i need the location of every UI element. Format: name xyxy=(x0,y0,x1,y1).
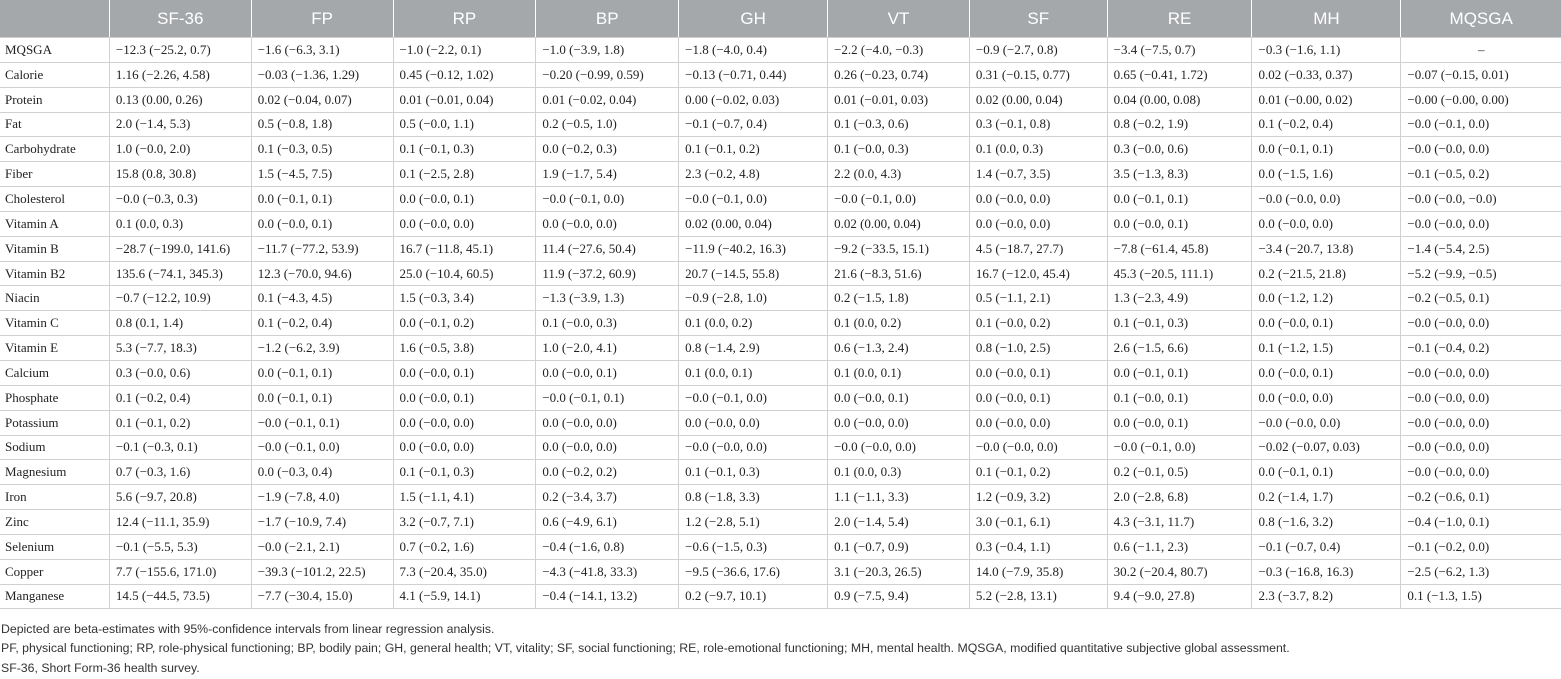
value-cell: 15.8 (0.8, 30.8) xyxy=(109,162,251,187)
row-label-cell: Vitamin C xyxy=(0,311,109,336)
row-label-cell: Cholesterol xyxy=(0,187,109,212)
table-row xyxy=(0,336,1561,361)
value-cell: −0.0 (−0.0, 0.0) xyxy=(1401,311,1561,336)
value-cell: 2.2 (0.0, 4.3) xyxy=(828,162,970,187)
table-row xyxy=(0,112,1561,137)
value-cell: 0.8 (−0.2, 1.9) xyxy=(1107,112,1252,137)
value-cell: 1.0 (−2.0, 4.1) xyxy=(536,336,679,361)
value-cell: 0.01 (−0.00, 0.02) xyxy=(1252,87,1401,112)
value-cell: 4.5 (−18.7, 27.7) xyxy=(969,236,1107,261)
value-cell: −0.0 (−0.0, 0.0) xyxy=(1401,211,1561,236)
row-label-cell: Vitamin B2 xyxy=(0,261,109,286)
value-cell: −0.0 (−0.0, 0.0) xyxy=(1401,460,1561,485)
value-cell: −0.0 (−0.1, 0.0) xyxy=(251,435,393,460)
header-cell: MH xyxy=(1252,0,1401,38)
header-cell xyxy=(0,0,109,38)
value-cell: 0.3 (−0.1, 0.8) xyxy=(969,112,1107,137)
value-cell: −0.0 (−0.0, 0.0) xyxy=(1401,360,1561,385)
value-cell: 0.0 (−0.0, 0.1) xyxy=(969,385,1107,410)
value-cell: 1.16 (−2.26, 4.58) xyxy=(109,62,251,87)
value-cell: −0.4 (−14.1, 13.2) xyxy=(536,584,679,609)
value-cell: 0.8 (−1.8, 3.3) xyxy=(679,485,828,510)
value-cell: −0.9 (−2.8, 1.0) xyxy=(679,286,828,311)
value-cell: 14.5 (−44.5, 73.5) xyxy=(109,584,251,609)
value-cell: −9.2 (−33.5, 15.1) xyxy=(828,236,970,261)
header-cell: VT xyxy=(828,0,970,38)
value-cell: 0.0 (−0.0, 0.0) xyxy=(393,410,536,435)
value-cell: −1.7 (−10.9, 7.4) xyxy=(251,510,393,535)
value-cell: 11.9 (−37.2, 60.9) xyxy=(536,261,679,286)
header-cell: SF-36 xyxy=(109,0,251,38)
value-cell: −0.07 (−0.15, 0.01) xyxy=(1401,62,1561,87)
value-cell: 0.26 (−0.23, 0.74) xyxy=(828,62,970,87)
value-cell: 5.6 (−9.7, 20.8) xyxy=(109,485,251,510)
value-cell: −39.3 (−101.2, 22.5) xyxy=(251,559,393,584)
header-cell: BP xyxy=(536,0,679,38)
value-cell: 0.1 (−0.0, 0.3) xyxy=(828,137,970,162)
value-cell: 0.02 (−0.33, 0.37) xyxy=(1252,62,1401,87)
footnote-line: SF-36, Short Form-36 health survey. xyxy=(1,660,200,675)
value-cell: 0.04 (0.00, 0.08) xyxy=(1107,87,1252,112)
value-cell: 0.0 (−0.0, 0.0) xyxy=(679,410,828,435)
value-cell: 30.2 (−20.4, 80.7) xyxy=(1107,559,1252,584)
footnote-line: Depicted are beta-estimates with 95%-confidence intervals from linear regression analysis. xyxy=(1,622,495,636)
row-label-cell: Sodium xyxy=(0,435,109,460)
table-row xyxy=(0,534,1561,559)
value-cell: 0.1 (0.0, 0.3) xyxy=(969,137,1107,162)
value-cell: 0.0 (−1.5, 1.6) xyxy=(1252,162,1401,187)
table-row xyxy=(0,38,1561,63)
row-label-cell: Protein xyxy=(0,87,109,112)
value-cell: 0.1 (0.0, 0.2) xyxy=(828,311,970,336)
value-cell: −11.7 (−77.2, 53.9) xyxy=(251,236,393,261)
table-body xyxy=(0,38,1561,609)
table-row xyxy=(0,485,1561,510)
value-cell: −0.0 (−0.0, 0.0) xyxy=(1401,435,1561,460)
value-cell: 0.1 (−0.2, 0.4) xyxy=(1252,112,1401,137)
value-cell: 0.31 (−0.15, 0.77) xyxy=(969,62,1107,87)
table-row xyxy=(0,311,1561,336)
row-label-cell: Calorie xyxy=(0,62,109,87)
value-cell: 0.0 (−0.0, 0.0) xyxy=(393,435,536,460)
value-cell: 0.0 (−0.0, 0.0) xyxy=(969,211,1107,236)
value-cell: 3.0 (−0.1, 6.1) xyxy=(969,510,1107,535)
value-cell: 0.0 (−0.1, 0.1) xyxy=(251,385,393,410)
value-cell: 0.0 (−0.1, 0.1) xyxy=(1107,187,1252,212)
value-cell: 0.1 (−0.3, 0.5) xyxy=(251,137,393,162)
value-cell: 0.5 (−0.8, 1.8) xyxy=(251,112,393,137)
table-row xyxy=(0,385,1561,410)
value-cell: −0.0 (−2.1, 2.1) xyxy=(251,534,393,559)
value-cell: 0.3 (−0.4, 1.1) xyxy=(969,534,1107,559)
value-cell: −0.0 (−0.1, 0.0) xyxy=(1401,112,1561,137)
value-cell: 0.1 (−0.1, 0.3) xyxy=(679,460,828,485)
row-label-cell: Manganese xyxy=(0,584,109,609)
value-cell: 0.1 (−4.3, 4.5) xyxy=(251,286,393,311)
value-cell: 0.1 (0.0, 0.2) xyxy=(679,311,828,336)
value-cell: 0.0 (−0.0, 0.1) xyxy=(536,360,679,385)
value-cell: 0.8 (−1.0, 2.5) xyxy=(969,336,1107,361)
value-cell: −1.3 (−3.9, 1.3) xyxy=(536,286,679,311)
row-label-cell: Fiber xyxy=(0,162,109,187)
value-cell: 12.3 (−70.0, 94.6) xyxy=(251,261,393,286)
table-row xyxy=(0,62,1561,87)
value-cell: 0.3 (−0.0, 0.6) xyxy=(109,360,251,385)
value-cell: −0.0 (−0.1, 0.0) xyxy=(536,187,679,212)
value-cell: 0.0 (−0.0, 0.0) xyxy=(969,187,1107,212)
value-cell: −0.00 (−0.00, 0.00) xyxy=(1401,87,1561,112)
value-cell: −0.0 (−0.0, −0.0) xyxy=(1401,187,1561,212)
value-cell: 1.2 (−0.9, 3.2) xyxy=(969,485,1107,510)
value-cell: 0.0 (−0.1, 0.2) xyxy=(393,311,536,336)
value-cell: 0.1 (−0.3, 0.6) xyxy=(828,112,970,137)
value-cell: −0.7 (−12.2, 10.9) xyxy=(109,286,251,311)
row-label-cell: MQSGA xyxy=(0,38,109,63)
value-cell: −0.03 (−1.36, 1.29) xyxy=(251,62,393,87)
value-cell: −0.02 (−0.07, 0.03) xyxy=(1252,435,1401,460)
value-cell: 16.7 (−11.8, 45.1) xyxy=(393,236,536,261)
value-cell: 0.0 (−0.0, 0.1) xyxy=(969,360,1107,385)
value-cell: 1.4 (−0.7, 3.5) xyxy=(969,162,1107,187)
value-cell: 0.0 (−0.0, 0.1) xyxy=(1252,360,1401,385)
table-header-row xyxy=(0,0,1561,38)
value-cell: −0.4 (−1.6, 0.8) xyxy=(536,534,679,559)
value-cell: 0.01 (−0.01, 0.03) xyxy=(828,87,970,112)
value-cell: – xyxy=(1401,38,1561,63)
value-cell: 0.45 (−0.12, 1.02) xyxy=(393,62,536,87)
value-cell: 0.01 (−0.01, 0.04) xyxy=(393,87,536,112)
value-cell: −0.3 (−16.8, 16.3) xyxy=(1252,559,1401,584)
table-row xyxy=(0,410,1561,435)
table-row xyxy=(0,87,1561,112)
value-cell: 0.0 (−0.0, 0.0) xyxy=(1252,211,1401,236)
value-cell: 1.5 (−1.1, 4.1) xyxy=(393,485,536,510)
value-cell: 0.1 (−0.0, 0.3) xyxy=(536,311,679,336)
value-cell: −1.8 (−4.0, 0.4) xyxy=(679,38,828,63)
value-cell: 0.0 (−0.1, 0.1) xyxy=(251,187,393,212)
value-cell: −1.9 (−7.8, 4.0) xyxy=(251,485,393,510)
value-cell: −11.9 (−40.2, 16.3) xyxy=(679,236,828,261)
value-cell: −7.7 (−30.4, 15.0) xyxy=(251,584,393,609)
value-cell: 0.0 (−0.0, 0.1) xyxy=(393,360,536,385)
value-cell: −3.4 (−7.5, 0.7) xyxy=(1107,38,1252,63)
table-row xyxy=(0,261,1561,286)
value-cell: −0.0 (−0.0, 0.0) xyxy=(1252,187,1401,212)
value-cell: 9.4 (−9.0, 27.8) xyxy=(1107,584,1252,609)
value-cell: 0.0 (−0.0, 0.0) xyxy=(828,410,970,435)
value-cell: 0.0 (−0.0, 0.1) xyxy=(1252,311,1401,336)
value-cell: 0.0 (−1.2, 1.2) xyxy=(1252,286,1401,311)
header-cell: MQSGA xyxy=(1401,0,1561,38)
row-label-cell: Magnesium xyxy=(0,460,109,485)
value-cell: 0.1 (0.0, 0.3) xyxy=(828,460,970,485)
value-cell: 0.7 (−0.2, 1.6) xyxy=(393,534,536,559)
value-cell: 0.6 (−1.3, 2.4) xyxy=(828,336,970,361)
table-row xyxy=(0,584,1561,609)
row-label-cell: Fat xyxy=(0,112,109,137)
value-cell: 0.0 (−0.0, 0.0) xyxy=(393,211,536,236)
value-cell: 1.5 (−0.3, 3.4) xyxy=(393,286,536,311)
value-cell: −0.1 (−0.3, 0.1) xyxy=(109,435,251,460)
value-cell: 0.0 (−0.1, 0.1) xyxy=(1107,360,1252,385)
value-cell: 0.02 (0.00, 0.04) xyxy=(828,211,970,236)
table-row xyxy=(0,236,1561,261)
header-cell: FP xyxy=(251,0,393,38)
value-cell: 1.2 (−2.8, 5.1) xyxy=(679,510,828,535)
row-label-cell: Calcium xyxy=(0,360,109,385)
value-cell: 0.02 (0.00, 0.04) xyxy=(679,211,828,236)
value-cell: −3.4 (−20.7, 13.8) xyxy=(1252,236,1401,261)
table-row xyxy=(0,211,1561,236)
footnote-line: PF, physical functioning; RP, role-physical functioning; BP, bodily pain; GH, general health; VT, vitality; SF, social functioning; RE, role-emotional functioning; MH, mental health. MQSGA, modified quantitative subjective global assessment. xyxy=(1,641,1290,656)
value-cell: −0.0 (−0.1, 0.0) xyxy=(679,187,828,212)
value-cell: 0.1 (−2.5, 2.8) xyxy=(393,162,536,187)
value-cell: 0.2 (−0.1, 0.5) xyxy=(1107,460,1252,485)
value-cell: 0.5 (−0.0, 1.1) xyxy=(393,112,536,137)
row-label-cell: Niacin xyxy=(0,286,109,311)
value-cell: 0.8 (−1.4, 2.9) xyxy=(679,336,828,361)
value-cell: −0.4 (−1.0, 0.1) xyxy=(1401,510,1561,535)
table-row xyxy=(0,360,1561,385)
value-cell: −0.0 (−0.0, 0.0) xyxy=(969,435,1107,460)
value-cell: −2.2 (−4.0, −0.3) xyxy=(828,38,970,63)
value-cell: 1.5 (−4.5, 7.5) xyxy=(251,162,393,187)
value-cell: −1.0 (−3.9, 1.8) xyxy=(536,38,679,63)
value-cell: 0.02 (−0.04, 0.07) xyxy=(251,87,393,112)
value-cell: 0.0 (−0.1, 0.1) xyxy=(1252,460,1401,485)
value-cell: −0.0 (−0.1, 0.0) xyxy=(828,187,970,212)
value-cell: −0.13 (−0.71, 0.44) xyxy=(679,62,828,87)
value-cell: −5.2 (−9.9, −0.5) xyxy=(1401,261,1561,286)
table-row xyxy=(0,435,1561,460)
value-cell: 0.65 (−0.41, 1.72) xyxy=(1107,62,1252,87)
table-row xyxy=(0,510,1561,535)
value-cell: −0.2 (−0.6, 0.1) xyxy=(1401,485,1561,510)
table-row xyxy=(0,137,1561,162)
value-cell: 0.1 (0.0, 0.3) xyxy=(109,211,251,236)
value-cell: −1.2 (−6.2, 3.9) xyxy=(251,336,393,361)
value-cell: −0.0 (−0.0, 0.0) xyxy=(828,435,970,460)
value-cell: −0.0 (−0.0, 0.0) xyxy=(1401,137,1561,162)
value-cell: −7.8 (−61.4, 45.8) xyxy=(1107,236,1252,261)
value-cell: −0.1 (−0.7, 0.4) xyxy=(679,112,828,137)
value-cell: 0.1 (−0.1, 0.2) xyxy=(109,410,251,435)
value-cell: 45.3 (−20.5, 111.1) xyxy=(1107,261,1252,286)
row-label-cell: Selenium xyxy=(0,534,109,559)
row-label-cell: Vitamin B xyxy=(0,236,109,261)
value-cell: 0.1 (0.0, 0.1) xyxy=(828,360,970,385)
value-cell: −1.4 (−5.4, 2.5) xyxy=(1401,236,1561,261)
value-cell: −0.9 (−2.7, 0.8) xyxy=(969,38,1107,63)
value-cell: 0.13 (0.00, 0.26) xyxy=(109,87,251,112)
row-label-cell: Vitamin A xyxy=(0,211,109,236)
value-cell: 0.1 (−0.1, 0.3) xyxy=(393,460,536,485)
value-cell: −0.1 (−0.7, 0.4) xyxy=(1252,534,1401,559)
value-cell: 0.2 (−1.4, 1.7) xyxy=(1252,485,1401,510)
value-cell: 0.2 (−21.5, 21.8) xyxy=(1252,261,1401,286)
value-cell: −0.20 (−0.99, 0.59) xyxy=(536,62,679,87)
row-label-cell: Iron xyxy=(0,485,109,510)
value-cell: 25.0 (−10.4, 60.5) xyxy=(393,261,536,286)
value-cell: −2.5 (−6.2, 1.3) xyxy=(1401,559,1561,584)
value-cell: 0.02 (0.00, 0.04) xyxy=(969,87,1107,112)
value-cell: 2.3 (−3.7, 8.2) xyxy=(1252,584,1401,609)
value-cell: 0.0 (−0.0, 0.0) xyxy=(1252,385,1401,410)
value-cell: 0.1 (−0.0, 0.2) xyxy=(969,311,1107,336)
value-cell: 0.0 (−0.0, 0.1) xyxy=(393,385,536,410)
value-cell: 0.7 (−0.3, 1.6) xyxy=(109,460,251,485)
value-cell: −0.1 (−0.2, 0.0) xyxy=(1401,534,1561,559)
value-cell: −0.1 (−0.5, 0.2) xyxy=(1401,162,1561,187)
value-cell: 0.0 (−0.0, 0.1) xyxy=(393,187,536,212)
value-cell: 0.00 (−0.02, 0.03) xyxy=(679,87,828,112)
value-cell: 11.4 (−27.6, 50.4) xyxy=(536,236,679,261)
value-cell: 0.0 (−0.0, 0.0) xyxy=(969,410,1107,435)
value-cell: 4.1 (−5.9, 14.1) xyxy=(393,584,536,609)
value-cell: −0.2 (−0.5, 0.1) xyxy=(1401,286,1561,311)
value-cell: 1.6 (−0.5, 3.8) xyxy=(393,336,536,361)
value-cell: 14.0 (−7.9, 35.8) xyxy=(969,559,1107,584)
value-cell: 3.5 (−1.3, 8.3) xyxy=(1107,162,1252,187)
value-cell: 0.0 (−0.0, 0.1) xyxy=(251,211,393,236)
value-cell: 0.0 (−0.0, 0.0) xyxy=(536,410,679,435)
row-label-cell: Zinc xyxy=(0,510,109,535)
row-label-cell: Phosphate xyxy=(0,385,109,410)
value-cell: 4.3 (−3.1, 11.7) xyxy=(1107,510,1252,535)
value-cell: 0.3 (−0.0, 0.6) xyxy=(1107,137,1252,162)
value-cell: 0.1 (−0.1, 0.2) xyxy=(969,460,1107,485)
value-cell: 0.8 (−1.6, 3.2) xyxy=(1252,510,1401,535)
value-cell: −0.0 (−0.0, 0.0) xyxy=(1401,410,1561,435)
table-row xyxy=(0,559,1561,584)
value-cell: 16.7 (−12.0, 45.4) xyxy=(969,261,1107,286)
value-cell: −28.7 (−199.0, 141.6) xyxy=(109,236,251,261)
table-row xyxy=(0,162,1561,187)
table-row xyxy=(0,286,1561,311)
value-cell: 7.7 (−155.6, 171.0) xyxy=(109,559,251,584)
value-cell: −4.3 (−41.8, 33.3) xyxy=(536,559,679,584)
value-cell: 0.2 (−9.7, 10.1) xyxy=(679,584,828,609)
value-cell: 0.1 (−0.7, 0.9) xyxy=(828,534,970,559)
value-cell: 0.0 (−0.0, 0.0) xyxy=(536,211,679,236)
value-cell: 2.0 (−1.4, 5.4) xyxy=(828,510,970,535)
value-cell: −0.1 (−0.4, 0.2) xyxy=(1401,336,1561,361)
value-cell: 2.3 (−0.2, 4.8) xyxy=(679,162,828,187)
value-cell: 2.0 (−1.4, 5.3) xyxy=(109,112,251,137)
value-cell: −0.0 (−0.0, 0.0) xyxy=(1252,410,1401,435)
value-cell: 3.1 (−20.3, 26.5) xyxy=(828,559,970,584)
value-cell: 0.5 (−1.1, 2.1) xyxy=(969,286,1107,311)
value-cell: 2.0 (−2.8, 6.8) xyxy=(1107,485,1252,510)
value-cell: −0.6 (−1.5, 0.3) xyxy=(679,534,828,559)
row-label-cell: Potassium xyxy=(0,410,109,435)
value-cell: 1.3 (−2.3, 4.9) xyxy=(1107,286,1252,311)
value-cell: −0.1 (−5.5, 5.3) xyxy=(109,534,251,559)
header-cell: RE xyxy=(1107,0,1252,38)
table-footnotes xyxy=(1,620,1559,678)
value-cell: −12.3 (−25.2, 0.7) xyxy=(109,38,251,63)
value-cell: 2.6 (−1.5, 6.6) xyxy=(1107,336,1252,361)
value-cell: 1.9 (−1.7, 5.4) xyxy=(536,162,679,187)
value-cell: 0.0 (−0.1, 0.1) xyxy=(1252,137,1401,162)
value-cell: 0.0 (−0.0, 0.0) xyxy=(536,435,679,460)
value-cell: 3.2 (−0.7, 7.1) xyxy=(393,510,536,535)
value-cell: 0.1 (−0.2, 0.4) xyxy=(251,311,393,336)
value-cell: 0.1 (−1.3, 1.5) xyxy=(1401,584,1561,609)
value-cell: 0.0 (−0.0, 0.1) xyxy=(1107,410,1252,435)
value-cell: 0.6 (−1.1, 2.3) xyxy=(1107,534,1252,559)
value-cell: 0.1 (−0.1, 0.3) xyxy=(393,137,536,162)
row-label-cell: Copper xyxy=(0,559,109,584)
value-cell: 0.0 (−0.0, 0.1) xyxy=(828,385,970,410)
value-cell: −0.0 (−0.0, 0.0) xyxy=(679,435,828,460)
value-cell: 5.3 (−7.7, 18.3) xyxy=(109,336,251,361)
header-cell: GH xyxy=(679,0,828,38)
value-cell: −0.0 (−0.1, 0.1) xyxy=(536,385,679,410)
value-cell: 0.1 (0.0, 0.1) xyxy=(679,360,828,385)
value-cell: −0.0 (−0.0, 0.0) xyxy=(1401,385,1561,410)
value-cell: 1.1 (−1.1, 3.3) xyxy=(828,485,970,510)
value-cell: −0.0 (−0.1, 0.1) xyxy=(251,410,393,435)
table-row xyxy=(0,187,1561,212)
row-label-cell: Carbohydrate xyxy=(0,137,109,162)
value-cell: 0.0 (−0.0, 0.1) xyxy=(1107,211,1252,236)
value-cell: 0.9 (−7.5, 9.4) xyxy=(828,584,970,609)
value-cell: 0.2 (−1.5, 1.8) xyxy=(828,286,970,311)
header-cell: SF xyxy=(969,0,1107,38)
value-cell: 0.0 (−0.1, 0.1) xyxy=(251,360,393,385)
value-cell: −1.0 (−2.2, 0.1) xyxy=(393,38,536,63)
value-cell: 0.1 (−0.1, 0.3) xyxy=(1107,311,1252,336)
header-cell: RP xyxy=(393,0,536,38)
value-cell: 0.2 (−3.4, 3.7) xyxy=(536,485,679,510)
value-cell: 0.1 (−0.0, 0.1) xyxy=(1107,385,1252,410)
value-cell: 1.0 (−0.0, 2.0) xyxy=(109,137,251,162)
value-cell: 12.4 (−11.1, 35.9) xyxy=(109,510,251,535)
value-cell: −0.0 (−0.3, 0.3) xyxy=(109,187,251,212)
value-cell: 0.2 (−0.5, 1.0) xyxy=(536,112,679,137)
value-cell: −0.0 (−0.1, 0.0) xyxy=(1107,435,1252,460)
value-cell: 0.0 (−0.2, 0.2) xyxy=(536,460,679,485)
value-cell: 135.6 (−74.1, 345.3) xyxy=(109,261,251,286)
value-cell: 0.1 (−1.2, 1.5) xyxy=(1252,336,1401,361)
value-cell: 7.3 (−20.4, 35.0) xyxy=(393,559,536,584)
value-cell: 5.2 (−2.8, 13.1) xyxy=(969,584,1107,609)
value-cell: 0.0 (−0.3, 0.4) xyxy=(251,460,393,485)
value-cell: 0.1 (−0.1, 0.2) xyxy=(679,137,828,162)
value-cell: 20.7 (−14.5, 55.8) xyxy=(679,261,828,286)
value-cell: 0.8 (0.1, 1.4) xyxy=(109,311,251,336)
value-cell: −0.3 (−1.6, 1.1) xyxy=(1252,38,1401,63)
value-cell: 21.6 (−8.3, 51.6) xyxy=(828,261,970,286)
table-row xyxy=(0,460,1561,485)
row-label-cell: Vitamin E xyxy=(0,336,109,361)
value-cell: −1.6 (−6.3, 3.1) xyxy=(251,38,393,63)
value-cell: −9.5 (−36.6, 17.6) xyxy=(679,559,828,584)
value-cell: −0.0 (−0.1, 0.0) xyxy=(679,385,828,410)
value-cell: 0.1 (−0.2, 0.4) xyxy=(109,385,251,410)
value-cell: 0.01 (−0.02, 0.04) xyxy=(536,87,679,112)
value-cell: 0.6 (−4.9, 6.1) xyxy=(536,510,679,535)
value-cell: 0.0 (−0.2, 0.3) xyxy=(536,137,679,162)
